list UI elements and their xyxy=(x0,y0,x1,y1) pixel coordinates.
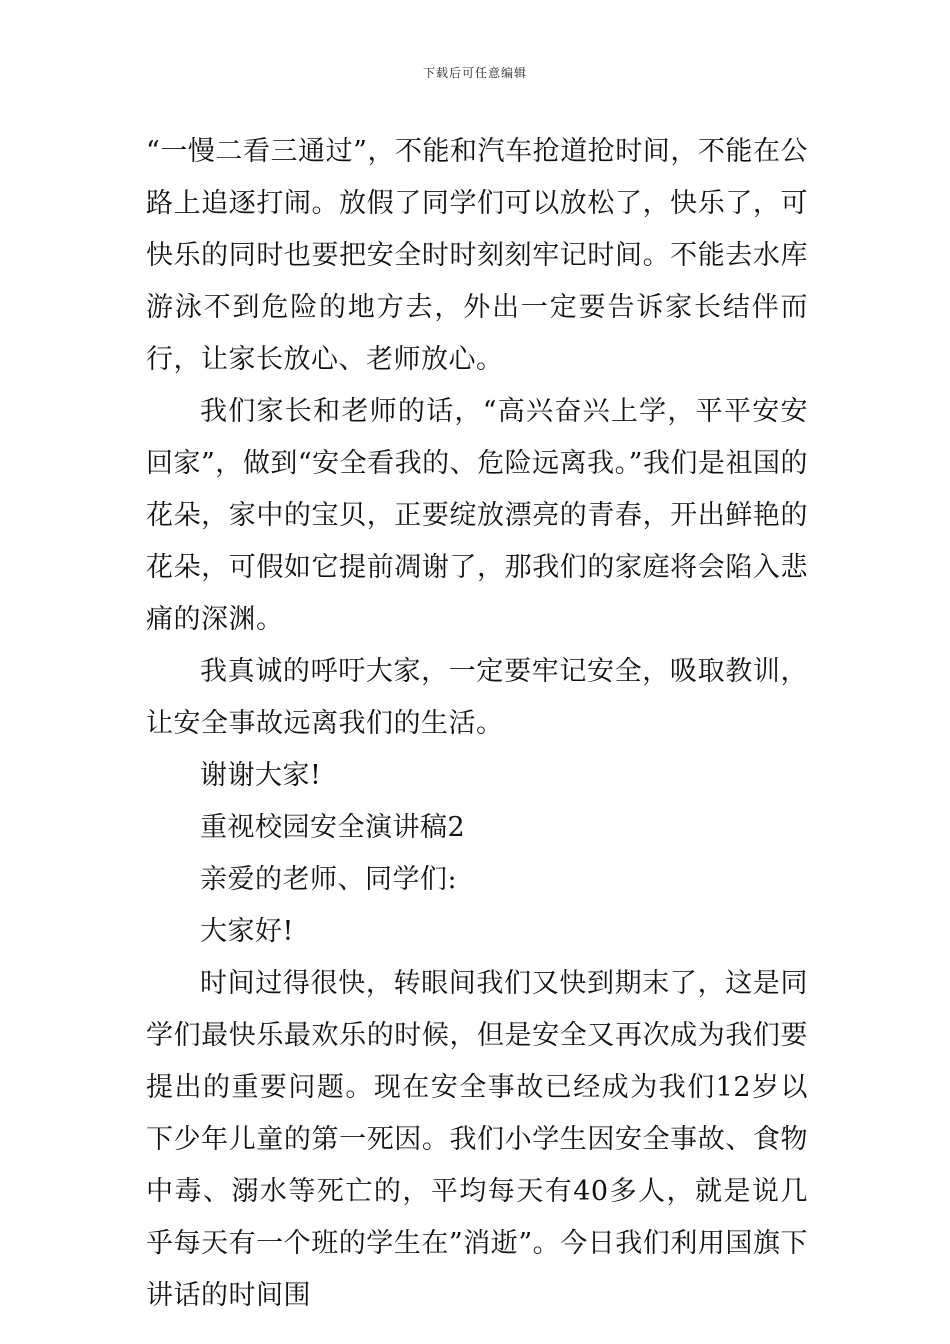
document-body xyxy=(146,126,808,1322)
paragraph-4: 谢谢大家! xyxy=(200,760,322,791)
paragraph-2: 我们家长和老师的话，“高兴奋兴上学，平平安安回家”，做到“安全看我的、危险远离我。”我们是祖国的花朵，家中的宝贝，正要绽放漂亮的青春，开出鲜艳的花朵，可假如它提前凋谢了，那我们的家庭将会陷入悲痛的深渊。 xyxy=(146,396,808,635)
paragraph-1: “一慢二看三通过”，不能和汽车抢道抢时间，不能在公路上追逐打闹。放假了同学们可以放松了，快乐了，可快乐的同时也要把安全时时刻刻牢记时间。不能去水库游泳不到危险的地方去，外出一定要告诉家长结伴而行，让家长放心、老师放心。 xyxy=(146,136,808,375)
section-title: 重视校园安全演讲稿2 xyxy=(200,812,466,843)
paragraph-8: 时间过得很快，转眼间我们又快到期末了，这是同学们最快乐最欢乐的时候，但是安全又再次成为我们要提出的重要问题。现在安全事故已经成为我们12岁以下少年儿童的第一死因。我们小学生因安全事故、食物中毒、溺水等死亡的，平均每天有40多人，就是说几乎每天有一个班的学生在”消逝”。今日我们利用国旗下讲话的时间围 xyxy=(146,968,808,1311)
greeting: 大家好! xyxy=(200,916,294,947)
paragraph-3: 我真诚的呼吁大家，一定要牢记安全，吸取教训，让安全事故远离我们的生活。 xyxy=(146,656,808,739)
page-header: 下载后可任意编辑 xyxy=(422,66,527,80)
salutation: 亲爱的老师、同学们: xyxy=(200,864,458,895)
